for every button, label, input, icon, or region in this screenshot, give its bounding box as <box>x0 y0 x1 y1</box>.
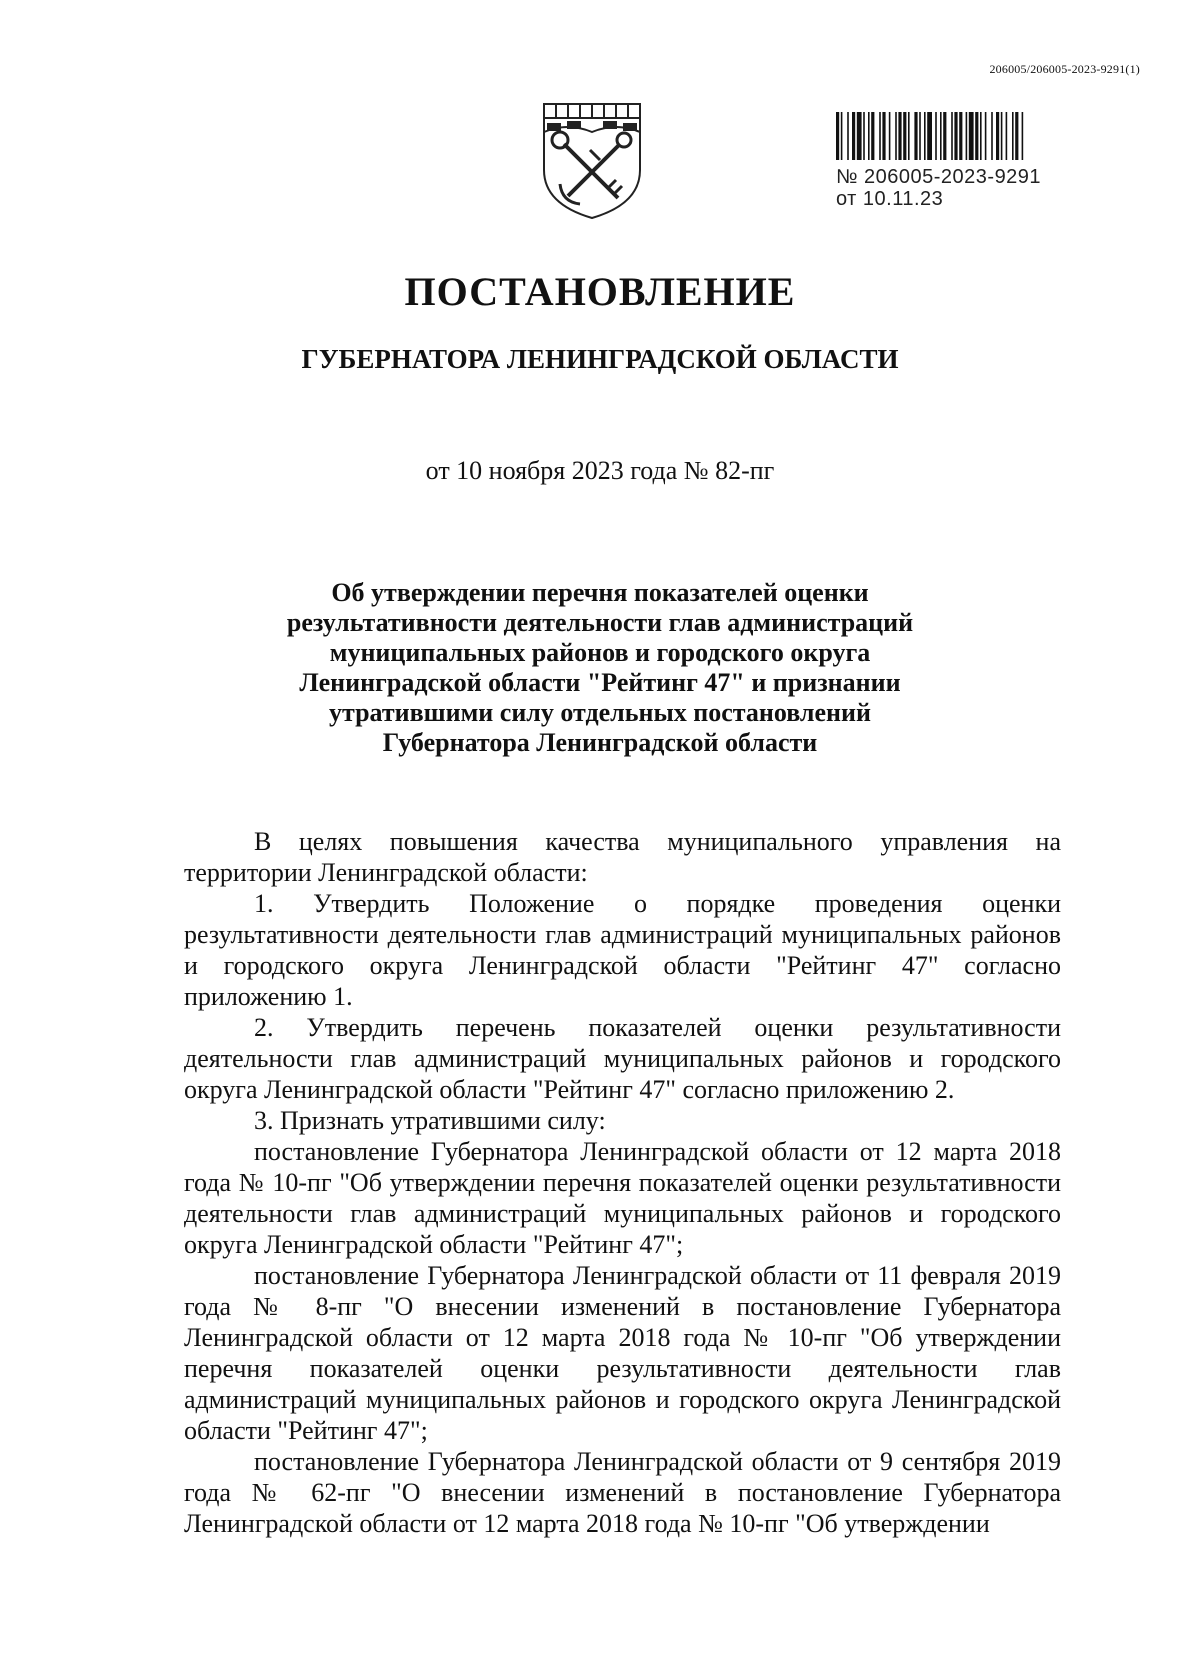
body-paragraph: постановление Губернатора Ленинградской области от 11 февраля 2019 года № 8-пг "О внесении изменений в постановление Губернатора Ленинградской области от 12 марта 2018 года № 10-пг "Об утверждении перечня показателей оценки результативности деятельности глав администраций муниципальных районов и городского округа Ленинградской области "Рейтинг 47"; <box>184 1261 1061 1445</box>
body-paragraph: постановление Губернатора Ленинградской области от 9 сентября 2019 года № 62-пг "О внесении изменений в постановление Губернатора Ленинградской области от 12 марта 2018 года № 10-пг "Об утверждении <box>184 1447 1061 1538</box>
body-paragraph: В целях повышения качества муниципального управления на территории Ленинградской области: <box>184 827 1061 887</box>
body-paragraph: 3. Признать утратившими силу: <box>254 1106 606 1135</box>
body-paragraph: 2. Утвердить перечень показателей оценки результативности деятельности глав администраций муниципальных районов и городского округа Ленинградской области "Рейтинг 47" согласно приложению 2. <box>184 1013 1061 1104</box>
registration-number: № 206005-2023-9291 <box>836 166 1042 188</box>
document-issuer: ГУБЕРНАТОРА ЛЕНИНГРАДСКОЙ ОБЛАСТИ <box>301 344 899 374</box>
registration-block <box>836 112 1088 210</box>
registration-date: от 10.11.23 <box>836 188 944 210</box>
body-paragraph: 1. Утвердить Положение о порядке проведения оценки результативности деятельности глав администраций муниципальных районов и городского округа Ленинградской области "Рейтинг 47" согласно приложению 1. <box>184 889 1061 1011</box>
heading-line: результативности деятельности глав администраций <box>286 608 914 637</box>
document-heading <box>0 578 1200 758</box>
heading-line: Об утверждении перечня показателей оценки <box>331 578 869 607</box>
document-date-number: от 10 ноября 2023 года № 82-пг <box>425 456 775 485</box>
document-reference: 206005/206005-2023-9291(1) <box>989 62 1140 76</box>
heading-line: Губернатора Ленинградской области <box>382 728 818 757</box>
heading-line: утратившими силу отдельных постановлений <box>328 698 871 727</box>
heading-line: Ленинградской области "Рейтинг 47" и признании <box>299 668 901 697</box>
body-paragraph: постановление Губернатора Ленинградской области от 12 марта 2018 года № 10-пг "Об утверждении перечня показателей оценки результативности деятельности глав администраций муниципальных районов и городского округа Ленинградской области "Рейтинг 47"; <box>184 1137 1061 1259</box>
barcode-icon <box>836 112 1072 160</box>
document-body <box>184 826 1061 1539</box>
heading-line: муниципальных районов и городского округа <box>329 638 871 667</box>
document-type: ПОСТАНОВЛЕНИЕ <box>404 269 796 314</box>
coat-of-arms-icon <box>538 100 646 222</box>
